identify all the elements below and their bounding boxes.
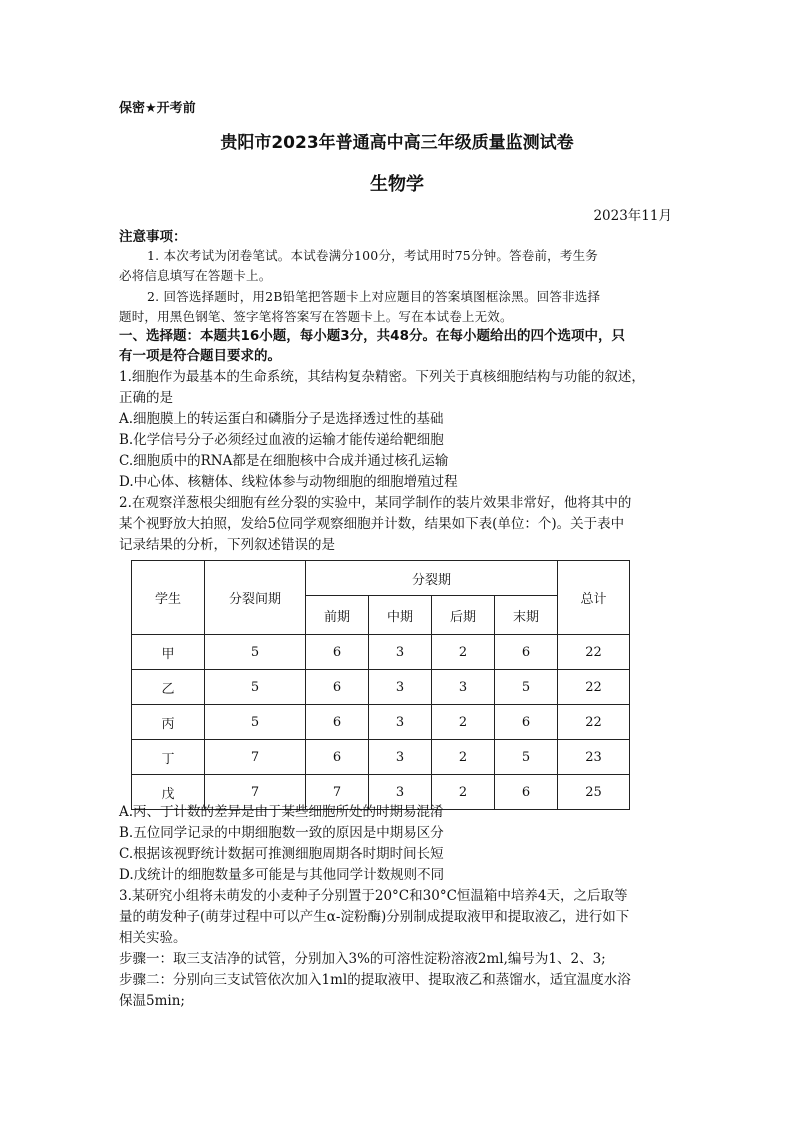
cell-prophase: 7 (306, 775, 369, 810)
q2-stem-line-3: 记录结果的分析，下列叙述错误的是 (119, 537, 335, 553)
q3-step-1: 步骤一：取三支洁净的试管，分别加入3%的可溶性淀粉溶液2ml,编号为1、2、3; (119, 951, 606, 967)
header-total: 总计 (558, 561, 630, 635)
cell-prophase: 6 (306, 705, 369, 740)
confidential-label: 保密★开考前 (119, 101, 196, 116)
q2-stem-line-2: 某个视野放大拍照，发给5位同学观察细胞并计数，结果如下表(单位：个)。关于表中 (119, 516, 625, 532)
q1-stem-line-1: 1.细胞作为最基本的生命系统，其结构复杂精密。下列关于真核细胞结构与功能的叙述， (119, 369, 645, 385)
cell-anaphase: 2 (432, 635, 495, 670)
q3-stem-line-1: 3.某研究小组将未萌发的小麦种子分别置于20°C和30°C恒温箱中培养4天，之后取等 (119, 888, 628, 904)
header-prophase: 前期 (306, 596, 369, 635)
cell-prophase: 6 (306, 635, 369, 670)
q3-step-2-line-2: 保温5min; (119, 993, 185, 1009)
q3-stem-line-2: 量的萌发种子(萌芽过程中可以产生α-淀粉酶)分别制成提取液甲和提取液乙，进行如下 (119, 909, 630, 925)
cell-anaphase: 2 (432, 775, 495, 810)
cell-total: 25 (558, 775, 630, 810)
cell-telophase: 5 (495, 670, 558, 705)
cell-metaphase: 3 (369, 740, 432, 775)
table-row (132, 705, 630, 740)
exam-date: 2023年11月 (593, 208, 672, 224)
q1-option-d: D.中心体、核糖体、线粒体参与动物细胞的细胞增殖过程 (119, 474, 458, 490)
cell-student: 乙 (132, 670, 205, 705)
q3-stem-line-3: 相关实验。 (119, 930, 187, 946)
cell-student: 甲 (132, 635, 205, 670)
cell-metaphase: 3 (369, 705, 432, 740)
cell-total: 22 (558, 635, 630, 670)
cell-telophase: 6 (495, 705, 558, 740)
q1-option-a: A.细胞膜上的转运蛋白和磷脂分子是选择透过性的基础 (119, 411, 444, 427)
mitosis-count-table (131, 560, 630, 810)
section-1-heading-line-2: 有一项是符合题目要求的。 (119, 348, 281, 364)
q3-step-2-line-1: 步骤二：分别向三支试管依次加入1ml的提取液甲、提取液乙和蒸馏水，适宜温度水浴 (119, 972, 631, 988)
notice-item-2-line-1: 2. 回答选择题时，用2B铅笔把答题卡上对应题目的答案填图框涂黑。回答非选择 (147, 289, 601, 304)
cell-interphase: 5 (205, 670, 306, 705)
cell-total: 22 (558, 705, 630, 740)
q1-stem-line-2: 正确的是 (119, 390, 173, 406)
cell-interphase: 7 (205, 740, 306, 775)
subject-title: 生物学 (370, 174, 424, 195)
q1-option-b: B.化学信号分子必须经过血液的运输才能传递给靶细胞 (119, 432, 444, 448)
section-1-heading-line-1: 一、选择题：本题共16小题，每小题3分，共48分。在每小题给出的四个选项中，只 (119, 328, 625, 344)
cell-student: 戊 (132, 775, 205, 810)
header-student: 学生 (132, 561, 205, 635)
cell-student: 丁 (132, 740, 205, 775)
cell-interphase: 7 (205, 775, 306, 810)
cell-metaphase: 3 (369, 635, 432, 670)
header-telophase: 末期 (495, 596, 558, 635)
header-metaphase: 中期 (369, 596, 432, 635)
cell-anaphase: 2 (432, 705, 495, 740)
cell-total: 23 (558, 740, 630, 775)
q1-option-c: C.细胞质中的RNA都是在细胞核中合成并通过核孔运输 (119, 453, 449, 469)
cell-prophase: 6 (306, 670, 369, 705)
cell-metaphase: 3 (369, 775, 432, 810)
q2-stem-line-1: 2.在观察洋葱根尖细胞有丝分裂的实验中，某同学制作的装片效果非常好，他将其中的 (119, 495, 632, 511)
cell-telophase: 6 (495, 775, 558, 810)
cell-anaphase: 3 (432, 670, 495, 705)
cell-interphase: 5 (205, 635, 306, 670)
header-anaphase: 后期 (432, 596, 495, 635)
q2-option-d: D.戊统计的细胞数量多可能是与其他同学计数规则不同 (119, 867, 445, 883)
cell-interphase: 5 (205, 705, 306, 740)
notice-item-1-line-2: 必将信息填写在答题卡上。 (119, 268, 272, 283)
q2-option-a: A.丙、丁计数的差异是由于某些细胞所处的时期易混淆 (119, 804, 444, 820)
header-mitosis: 分裂期 (306, 561, 558, 596)
notice-item-1-line-1: 1. 本次考试为闭卷笔试。本试卷满分100分，考试用时75分钟。答卷前，考生务 (147, 248, 598, 263)
cell-prophase: 6 (306, 740, 369, 775)
q2-option-b: B.五位同学记录的中期细胞数一致的原因是中期易区分 (119, 825, 444, 841)
cell-telophase: 5 (495, 740, 558, 775)
table-row (132, 670, 630, 705)
notice-heading: 注意事项： (119, 229, 187, 245)
cell-anaphase: 2 (432, 740, 495, 775)
cell-metaphase: 3 (369, 670, 432, 705)
table-row (132, 740, 630, 775)
q2-option-c: C.根据该视野统计数据可推测细胞周期各时期时间长短 (119, 846, 444, 862)
cell-total: 22 (558, 670, 630, 705)
exam-title: 贵阳市2023年普通高中高三年级质量监测试卷 (220, 133, 574, 153)
header-interphase: 分裂间期 (205, 561, 306, 635)
notice-item-2-line-2: 题时，用黑色钢笔、签字笔将答案写在答题卡上。写在本试卷上无效。 (119, 309, 513, 324)
table-row (132, 635, 630, 670)
cell-telophase: 6 (495, 635, 558, 670)
cell-student: 丙 (132, 705, 205, 740)
